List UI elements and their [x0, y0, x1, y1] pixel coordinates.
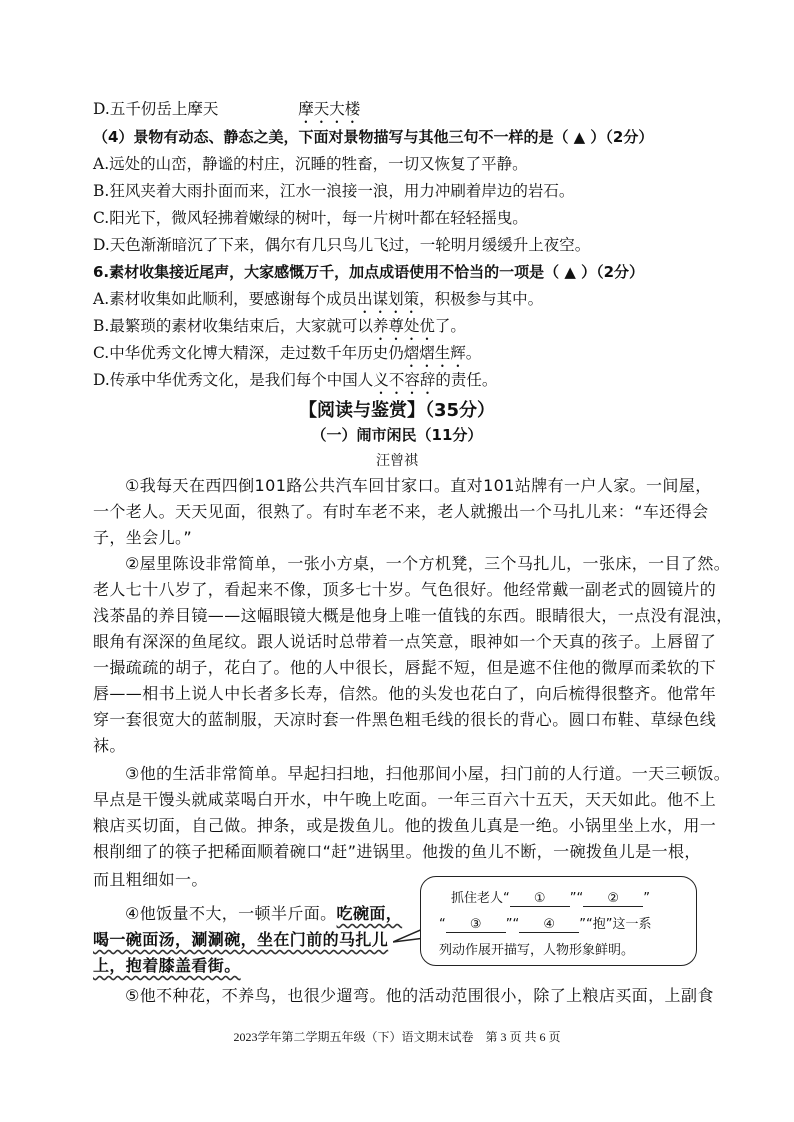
- p3-line: 根削细了的筷子把稀面顺着碗口“赶”进锅里。他拨的鱼儿不断，一碗拨鱼儿是一根，: [93, 842, 701, 861]
- callout-text-part: 抓住老人“: [451, 891, 510, 906]
- blank-4[interactable]: ④: [519, 917, 579, 933]
- q6-d-idiom: 义不容辞: [373, 371, 436, 389]
- q6-b-post: 了。: [434, 317, 466, 335]
- p3-line: 而且粗细如一。: [93, 870, 208, 889]
- callout-text-part: “: [439, 917, 446, 932]
- q6-option-a: [93, 289, 543, 317]
- author: 汪曾祺: [376, 453, 418, 469]
- q6-stem: 6.素材收集接近尾声，大家感慨万千，加点成语使用不恰当的一项是（ ▲ ）（2分）: [93, 263, 645, 281]
- blank-3[interactable]: ③: [446, 917, 506, 933]
- p3-line: 早点是干馒头就咸菜喝白开水，中午晚上吃面。一年三百六十五天，天天如此。他不上: [93, 790, 717, 809]
- q6-a-idiom: 出谋划策: [357, 290, 420, 308]
- q5-option-d-word: 摩天大楼: [298, 100, 361, 118]
- q6-a-post: ，积极参与其中。: [419, 290, 544, 308]
- p4-underlined: 吃碗面，: [336, 904, 403, 923]
- p4-pre: ④他饭量不大，一顿半斤面。: [125, 904, 337, 923]
- q5-4-stem: （4）景物有动态、静态之美，下面对景物描写与其他三句不一样的是（ ▲ ）（2分）: [93, 128, 654, 146]
- blank-2[interactable]: ②: [583, 891, 643, 907]
- p2-line: 唇——相书上说人中长者多长寿，信然。他的头发也花白了，向后梳得很整齐。他常年: [93, 684, 717, 703]
- q5-4-option-a: A.远处的山峦，静谧的村庄，沉睡的牲畜，一切又恢复了平静。: [93, 155, 528, 173]
- q5-4-option-b: B.狂风夹着大雨扑面而来，江水一浪接一浪，用力冲刷着岸边的岩石。: [93, 182, 575, 200]
- p3-line: ③他的生活非常简单。早起扫扫地，扫他那间小屋，扫门前的人行道。一天三顿饭。: [125, 764, 731, 783]
- p3-line: 粮店买切面，自己做。抻条，或是拨鱼儿。他的拨鱼儿真是一绝。小锅里坐上水，用一: [93, 816, 717, 835]
- p1-line: 一个老人。天天见面，很熟了。有时车老不来，老人就搬出一个马扎儿来：“车还得会: [93, 502, 709, 521]
- p2-line: 眼角有深深的鱼尾纹。跟人说话时总带着一点笑意，眼神如一个天真的孩子。上唇留了: [93, 632, 717, 651]
- q5-option-d: [93, 99, 360, 127]
- q5-4-option-d: D.天色渐渐暗沉了下来，偶尔有几只鸟儿飞过，一轮明月缓缓升上夜空。: [93, 236, 591, 254]
- p2-line: ②屋里陈设非常简单，一张小方桌，一个方机凳，三个马扎儿，一张床，一目了然。: [125, 554, 731, 573]
- callout-text-part: ”“: [505, 917, 520, 932]
- q6-a-pre: A.素材收集如此顺利，要感谢每个成员: [93, 290, 358, 308]
- q6-option-d: [93, 370, 497, 398]
- q6-b-idiom: 养尊处优: [372, 317, 435, 335]
- q5-4-option-c: C.阳光下，微风轻拂着嫩绿的树叶，每一片树叶都在轻轻摇曳。: [93, 209, 528, 227]
- p1-line: ①我每天在西四倒101路公共汽车回甘家口。直对101站牌有一户人家。一间屋，: [125, 476, 712, 495]
- p4-underlined: 喝一碗面汤，涮涮碗，坐在门前的马扎儿: [93, 930, 389, 949]
- annotation-callout: [420, 876, 697, 966]
- q6-c-idiom: 熠熠生辉: [403, 344, 466, 362]
- q6-d-post: 的责任。: [435, 371, 498, 389]
- q6-d-pre: D.传承中华优秀文化，是我们每个中国人: [93, 371, 374, 389]
- q6-c-post: 。: [465, 344, 482, 362]
- callout-line2: [439, 913, 651, 933]
- blank-1[interactable]: ①: [510, 891, 570, 907]
- q5-option-d-text: 五千仞岳上摩天: [109, 100, 219, 118]
- callout-text-part: ”“抱”这一系: [579, 917, 652, 932]
- q6-option-c: [93, 343, 481, 371]
- q5-option-d-label: D.: [93, 100, 110, 118]
- callout-text-part: ”“: [569, 891, 584, 906]
- q6-c-pre: C.中华优秀文化博大精深，走过数千年历史仍: [93, 344, 404, 362]
- p4-underlined: 上，抱着膝盖看街。: [93, 956, 241, 975]
- p2-line: 老人七十八岁了，看起来不像，顶多七十岁。气色很好。他经常戴一副老式的圆镜片的: [93, 580, 717, 599]
- q6-b-pre: B.最繁琐的素材收集结束后，大家就可以: [93, 317, 373, 335]
- page-footer: 2023学年第二学期五年级（下）语文期末试卷 第 3 页 共 6 页: [233, 1030, 561, 1044]
- callout-line3: 列动作展开描写，人物形象鲜明。: [439, 943, 635, 958]
- section-title: 【阅读与鉴赏】（35分）: [298, 400, 496, 421]
- p2-line: 穿一套很宽大的蓝制服，天凉时套一件黑色粗毛线的很长的背心。圆口布鞋、草绿色线: [93, 710, 717, 729]
- p2-line: 浅茶晶的养目镜——这幅眼镜大概是他身上唯一值钱的东西。眼睛很大，一点没有混浊，: [93, 606, 733, 625]
- p5-line: ⑤他不种花，不养鸟，也很少遛弯。他的活动范围很小，除了上粮店买面，上副食: [125, 986, 714, 1005]
- q6-option-b: [93, 316, 466, 344]
- p1-line: 子，坐会儿。”: [93, 528, 193, 547]
- p2-line: 袜。: [93, 736, 126, 755]
- passage-title: （一）闹市闲民（11分）: [311, 426, 483, 444]
- callout-line1: [451, 887, 650, 907]
- p2-line: 一撮疏疏的胡子，花白了。他的人中很长，唇髭不短，但是遮不住他的微厚而柔软的下: [93, 658, 717, 677]
- callout-text-part: ”: [643, 891, 650, 906]
